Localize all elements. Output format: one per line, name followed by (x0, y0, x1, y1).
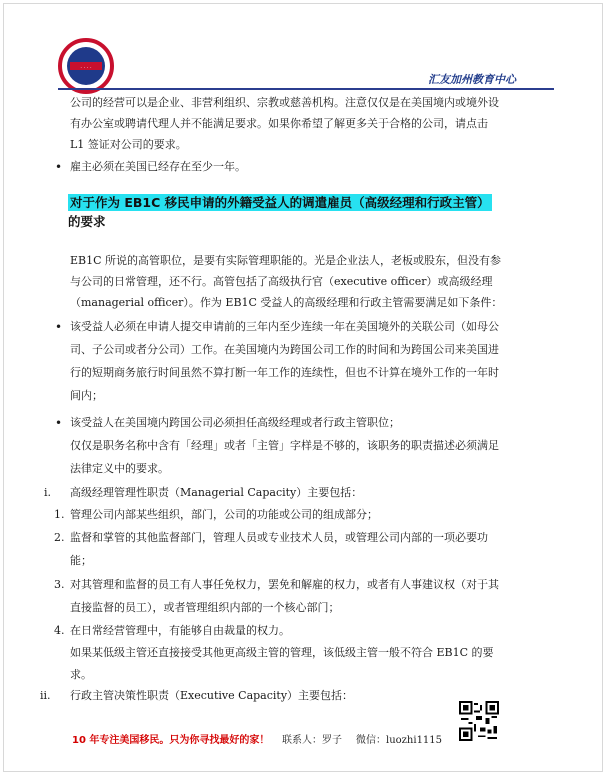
paragraph-line: 与公司的日常管理，还不行。高管包括了高级执行官（executive officer）或高级经理 (70, 275, 493, 288)
item-number: 2. (54, 531, 65, 544)
paragraph-line: 有办公室或聘请代理人并不能满足要求。如果你希望了解更多关于合格的公司，请点击 (70, 117, 488, 130)
item-number: 3. (54, 578, 65, 591)
paragraph-line: L1 签证对公司的要求。 (70, 138, 187, 151)
bullet-text: 雇主必须在美国已经存在至少一年。 (70, 160, 246, 173)
list-item: 在日常经营管理中，有能够自由裁量的权力。 (70, 624, 290, 637)
heading-line: 对于作为 EB1C 移民申请的外籍受益人的调遣雇员（高级经理和行政主管） (70, 195, 490, 210)
paragraph-line: （managerial officer）。作为 EB1C 受益人的高级经理和行政主管需要满足如下条件： (70, 296, 503, 309)
subsection-title: 高级经理管理性职责（Managerial Capacity）主要包括： (70, 486, 363, 499)
bullet-text: 行的短期商务旅行时间虽然不算打断一年工作的连续性，但也不计算在境外工作的一年时 (70, 366, 499, 379)
bullet-dot: • (55, 416, 63, 430)
heading-line: 的要求 (68, 214, 106, 229)
item-number: 4. (54, 624, 65, 637)
list-item: 监督和掌管的其他监督部门，管理人员或专业技术人员，或管理公司内部的一项必要功 (70, 531, 488, 544)
list-item: 求。 (70, 668, 92, 681)
roman-marker: ii. (40, 689, 51, 702)
paragraph-line: EB1C 所说的高管职位，是要有实际管理职能的。光是企业法人，老板或股东，但没有参 (70, 254, 502, 267)
wechat-id: 微信：luozhi1115 (356, 735, 443, 746)
paragraph-line: 公司的经营可以是企业、非营利组织、宗教或慈善机构。注意仅仅是在美国境内或境外设 (70, 96, 499, 109)
list-item: 能； (70, 554, 92, 567)
list-item: 直接监督的员工），或者管理组织内部的一个核心部门； (70, 601, 340, 614)
list-item: 如果某低级主管还直接接受其他更高级主管的管理，该低级主管一般不符合 EB1C 的要 (70, 646, 494, 659)
list-item: 对其管理和监督的员工有人事任免权力，罢免和解雇的权力，或者有人事建议权（对于其 (70, 578, 499, 591)
bullet-text: 间内； (70, 389, 103, 402)
roman-marker: i. (44, 486, 52, 499)
bullet-text: 法律定义中的要求。 (70, 462, 169, 475)
bullet-dot: • (55, 160, 63, 174)
qr-code-icon (459, 701, 499, 741)
school-logo (58, 38, 114, 94)
bullet-text: 该受益人在美国境内跨国公司必须担任高级经理或者行政主管职位； (70, 416, 400, 429)
bullet-dot: • (55, 320, 63, 334)
header-title: 汇友加州教育中心 (428, 73, 516, 86)
contact-person: 联系人：罗子 (282, 735, 342, 746)
header-divider (58, 88, 554, 90)
svg-text:· · · ·: · · · · (80, 65, 92, 71)
bullet-text: 仅仅是职务名称中含有「经理」或者「主管」字样是不够的，该职务的职责描述必须满足 (70, 439, 499, 452)
item-number: 1. (54, 508, 65, 521)
list-item: 管理公司内部某些组织，部门，公司的功能或公司的组成部分； (70, 508, 378, 521)
section-heading (68, 193, 492, 231)
bullet-text: 司、子公司或者分公司）工作。在美国境内为跨国公司工作的时间和为跨国公司来美国进 (70, 343, 499, 356)
bullet-text: 该受益人必须在申请人提交申请前的三年内至少连续一年在美国境外的关联公司（如母公 (70, 320, 499, 333)
footer-slogan: 10 年专注美国移民。只为你寻找最好的家！ (72, 735, 270, 746)
subsection-title: 行政主管决策性职责（Executive Capacity）主要包括： (70, 689, 354, 702)
